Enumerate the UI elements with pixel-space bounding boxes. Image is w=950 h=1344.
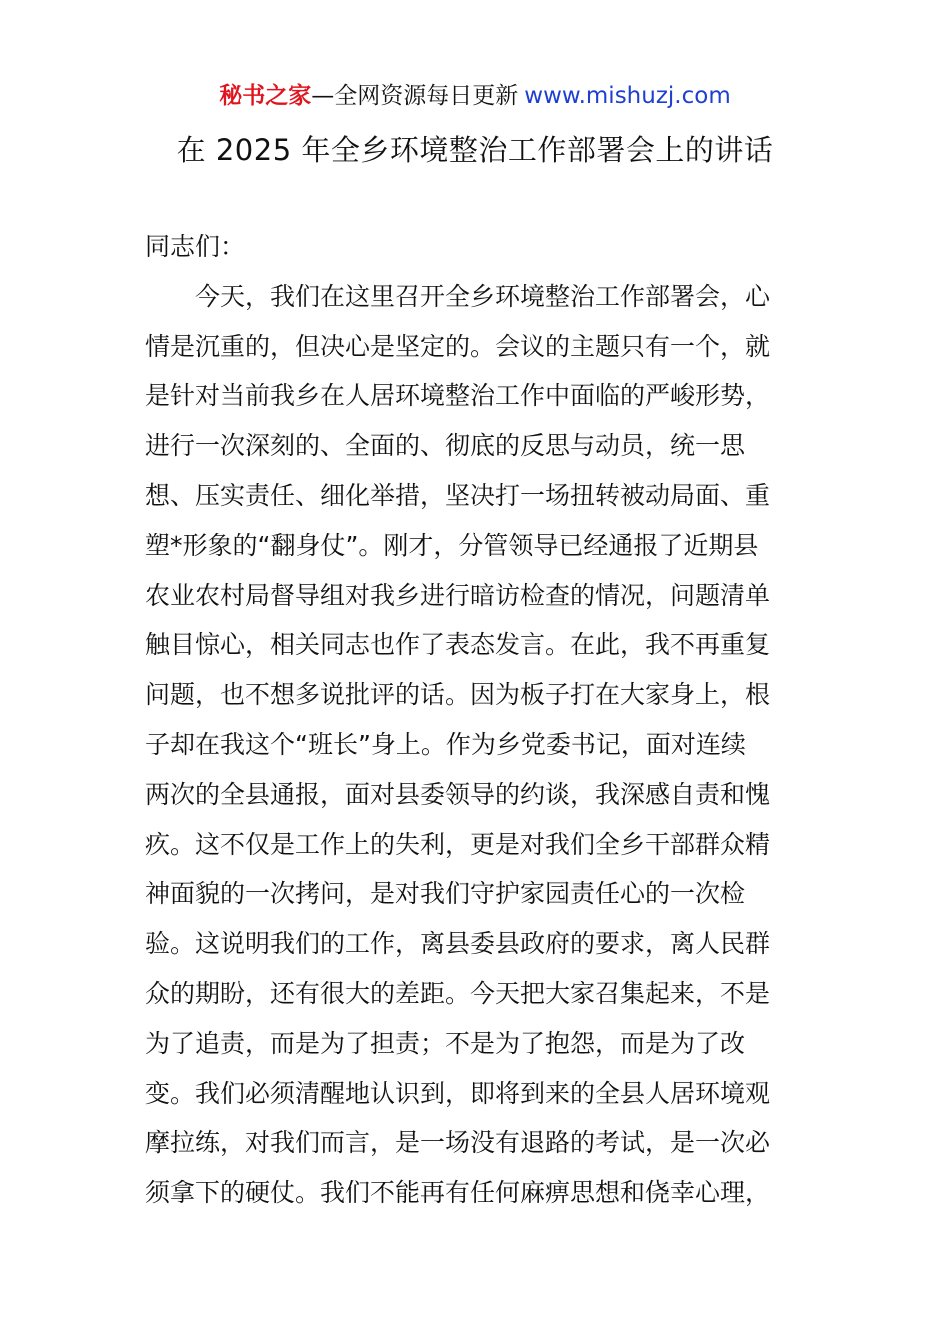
text-line: 验。这说明我们的工作，离县委县政府的要求，离人民群 [145,929,771,959]
text-line: 疚。这不仅是工作上的失利，更是对我们全乡干部群众精 [145,829,771,859]
text-line: 神面貌的一次拷问，是对我们守护家园责任心的一次检 [145,879,746,909]
text-line: 农业农村局督导组对我乡进行暗访检查的情况，问题清单 [145,580,771,610]
brand-name: 秘书之家 [219,83,312,109]
text-line: 触目惊心，相关同志也作了表态发言。在此，我不再重复 [145,630,771,660]
text-line: 为了追责，而是为了担责；不是为了抱怨，而是为了改 [145,1028,746,1058]
text-line: 众的期盼，还有很大的差距。今天把大家召集起来，不是 [145,978,771,1008]
site-header [0,80,950,112]
text-line: 想、压实责任、细化举措，坚决打一场扭转被动局面、重 [145,480,771,510]
text-line: 塑*形象的“翻身仗”。刚才，分管领导已经通报了近期县 [145,530,759,560]
text-line: 情是沉重的，但决心是坚定的。会议的主题只有一个，就 [145,331,771,361]
text-line: 子却在我这个“班长”身上。作为乡党委书记，面对连续 [145,729,746,759]
text-line: 进行一次深刻的、全面的、彻底的反思与动员，统一思 [145,431,746,461]
text-line: 须拿下的硬仗。我们不能再有任何麻痹思想和侥幸心理， [145,1178,771,1208]
document-title: 在 2025 年全乡环境整治工作部署会上的讲话 [176,133,774,167]
header-tagline: —全网资源每日更新 [311,83,519,109]
text-line: 问题，也不想多说批评的话。因为板子打在大家身上，根 [145,680,771,710]
site-url-link[interactable]: www.mishuzj.com [524,83,731,109]
text-line: 今天，我们在这里召开全乡环境整治工作部署会，心 [145,281,771,311]
text-line: 变。我们必须清醒地认识到，即将到来的全县人居环境观 [145,1078,771,1108]
text-line: 摩拉练，对我们而言，是一场没有退路的考试，是一次必 [145,1128,771,1158]
salutation-line: 同志们： [145,232,246,261]
text-line: 是针对当前我乡在人居环境整治工作中面临的严峻形势， [145,381,771,411]
text-line: 两次的全县通报，面对县委领导的约谈，我深感自责和愧 [145,779,771,809]
speech-body [145,227,815,1223]
